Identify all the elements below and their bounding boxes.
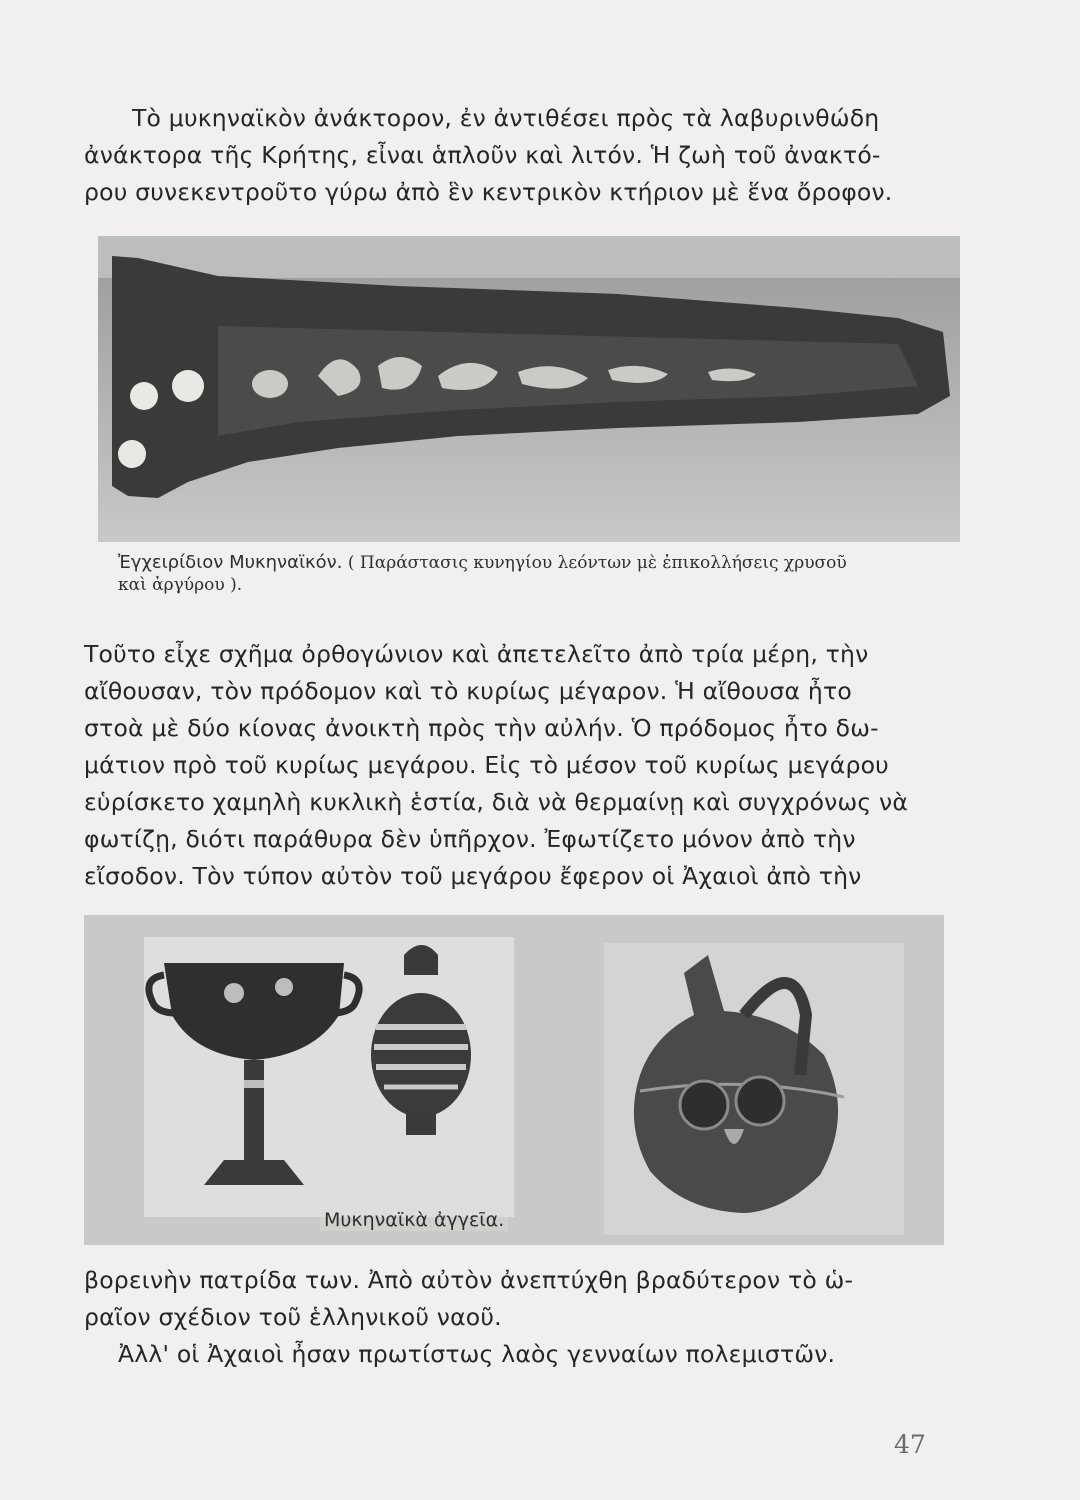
text-line: εἴσοδον. Τὸν τύπον αὐτὸν τοῦ μεγάρου ἔφερον οἱ Ἀχαιοὶ ἀπὸ τὴν bbox=[84, 862, 862, 890]
paragraph-palace bbox=[84, 100, 944, 211]
text-line: μάτιον πρὸ τοῦ κυρίως μεγάρου. Εἰς τὸ μέσον τοῦ κυρίως μεγάρου bbox=[84, 751, 889, 779]
vessels-photo bbox=[84, 915, 944, 1245]
dagger-caption-detail-2: καὶ ἀργύρου ). bbox=[118, 575, 243, 595]
text-line: ρου συνεκεντροῦτο γύρω ἀπὸ ἓν κεντρικὸν κτήριον μὲ ἕνα ὄροφον. bbox=[84, 178, 893, 206]
dagger-caption-lead: Ἐγχειρίδιον Μυκηναϊκόν. bbox=[118, 552, 343, 573]
text-line: Τὸ μυκηναϊκὸν ἀνάκτορον, ἐν ἀντιθέσει πρὸς τὰ λαβυρινθώδη bbox=[132, 104, 880, 132]
text-line: εὑρίσκετο χαμηλὴ κυκλικὴ ἑστία, διὰ νὰ θερμαίνῃ καὶ συγχρόνως νὰ bbox=[84, 788, 909, 816]
text-line: Ἀλλ' οἱ Ἀχαιοὶ ἦσαν πρωτίστως λαὸς γενναίων πολεμιστῶν. bbox=[118, 1340, 836, 1368]
text-line: αἴθουσαν, τὸν πρόδομον καὶ τὸ κυρίως μέγαρον. Ἡ αἴθουσα ἦτο bbox=[84, 677, 852, 705]
dagger-caption-detail: ( Παράστασις κυνηγίου λεόντων μὲ ἐπικολλήσεις χρυσοῦ bbox=[347, 553, 847, 573]
page-number: 47 bbox=[894, 1430, 926, 1459]
text-line: Τοῦτο εἶχε σχῆμα ὀρθογώνιον καὶ ἀπετελεῖτο ἀπὸ τρία μέρη, τὴν bbox=[84, 640, 869, 668]
vessels-caption: Μυκηναϊκὰ ἀγγεῖα. bbox=[320, 1209, 508, 1231]
dagger-caption bbox=[118, 552, 938, 596]
text-line: φωτίζῃ, διότι παράθυρα δὲν ὑπῆρχον. Ἐφωτίζετο μόνον ἀπὸ τὴν bbox=[84, 825, 856, 853]
text-line: βορεινὴν πατρίδα των. Ἀπὸ αὐτὸν ἀνεπτύχθη βραδύτερον τὸ ὡ- bbox=[84, 1266, 854, 1294]
paragraph-temple bbox=[84, 1262, 944, 1373]
dagger-photo bbox=[98, 236, 960, 542]
paragraph-megaron bbox=[84, 636, 944, 895]
text-line: ραῖον σχέδιον τοῦ ἑλληνικοῦ ναοῦ. bbox=[84, 1303, 502, 1331]
text-line: στοὰ μὲ δύο κίονας ἀνοικτὴ πρὸς τὴν αὐλήν. Ὁ πρόδομος ἦτο δω- bbox=[84, 714, 879, 742]
text-line: ἀνάκτορα τῆς Κρήτης, εἶναι ἁπλοῦν καὶ λιτόν. Ἡ ζωὴ τοῦ ἀνακτό- bbox=[84, 141, 881, 169]
